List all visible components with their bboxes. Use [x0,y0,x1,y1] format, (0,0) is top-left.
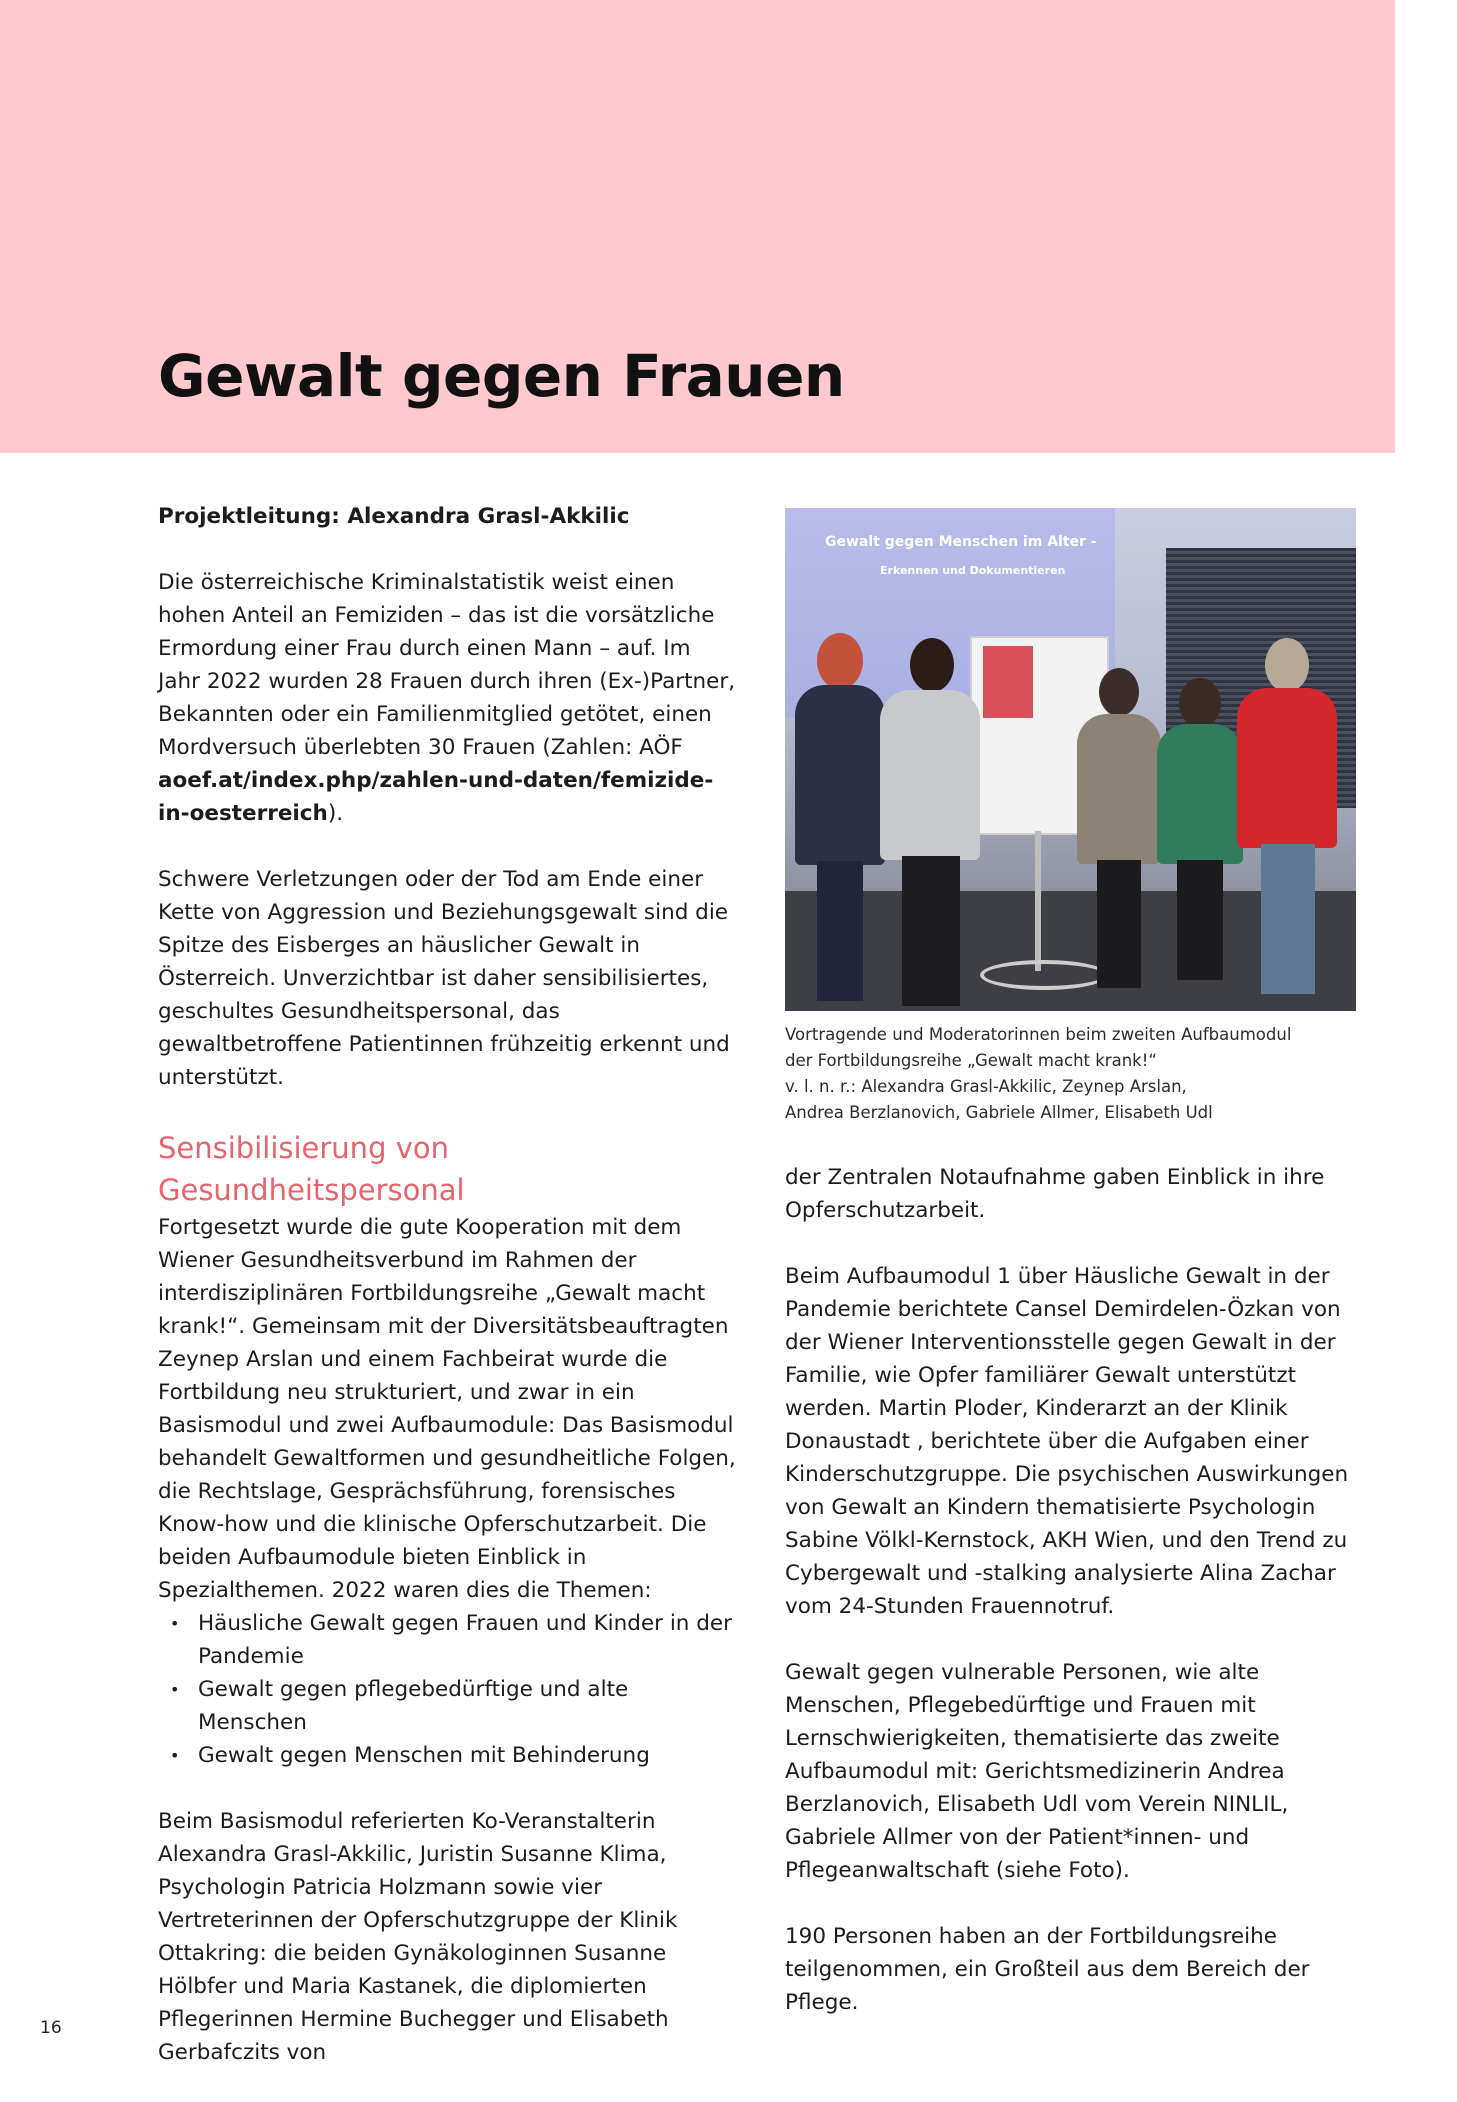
page-number: 16 [40,2018,62,2038]
caption-line: der Fortbildungsreihe „Gewalt macht krank!“ [785,1051,1157,1070]
paragraph-aufbaumodul-2: Gewalt gegen vulnerable Personen, wie alte Menschen, Pflegebedürftige und Frauen mit Lernschwierigkeiten, thematisierte das zweite Aufbaumodul mit: Gerichtsmedizinerin Andrea Berzlanovich, Elisabeth Udl vom Verein NINLIL, Gabriele Allmer von der Patient*innen- und Pflegeanwaltschaft (siehe Foto). [785,1660,1289,1883]
paragraph-violence: Schwere Verletzungen oder der Tod am Ende einer Kette von Aggression und Beziehungsgewalt sind die Spitze des Eisberges an häuslicher Gewalt in Österreich. Unverzichtbar ist daher sensibilisiertes, geschultes Gesundheitspersonal, das gewaltbetroffene Patientinnen frühzeitig erkennt und unterstützt. [158,867,730,1090]
screen-subtitle: Erkennen und Dokumentieren [880,564,1066,577]
paragraph-participants: 190 Personen haben an der Fortbildungsreihe teilgenommen, ein Großteil aus dem Bereich der Pflege. [785,1924,1310,2015]
right-column [785,1161,1365,2052]
group-photo [785,508,1356,1011]
paragraph-cooperation: Fortgesetzt wurde die gute Kooperation mit dem Wiener Gesundheitsverbund im Rahmen der interdisziplinären Fortbildungsreihe „Gewalt macht krank!“. Gemeinsam mit der Diversitätsbeauftragten Zeynep Arslan und einem Fachbeirat wurde die Fortbildung neu strukturiert, und zwar in ein Basismodul und zwei Aufbaumodule: Das Basismodul behandelt Gewaltformen und gesundheitliche Folgen, die Rechtslage, Gesprächsführung, forensisches Know-how und die klinische Opferschutzarbeit. Die beiden Aufbaumodule bieten Einblick in Spezialthemen. 2022 waren dies die Themen: [158,1215,736,1603]
project-lead: Projektleitung: Alexandra Grasl-Akkilic [158,504,630,529]
screen-title: Gewalt gegen Menschen im Alter - [825,534,1097,550]
paragraph-aufbaumodul-1: Beim Aufbaumodul 1 über Häusliche Gewalt in der Pandemie berichtete Cansel Demirdelen-Özkan von der Wiener Interventionsstelle gegen Gewalt in der Familie, wie Opfer familiärer Gewalt unterstützt werden. Martin Ploder, Kinderarzt an der Klinik Donaustadt , berichtete über die Aufgaben einer Kinderschutzgruppe. Die psychischen Auswirkungen von Gewalt an Kindern thematisierte Psychologin Sabine Völkl-Kernstock, AKH Wien, und den Trend zu Cybergewalt und -stalking analysierte Alina Zachar vom 24-Stunden Frauennotruf. [785,1264,1349,1619]
paragraph-femicide [158,566,738,830]
section-heading: Sensibilisierung von Gesundheitspersonal [158,1131,465,1207]
paragraph-basismodul: Beim Basismodul referierten Ko-Veranstalterin Alexandra Grasl-Akkilic, Juristin Susanne Klima, Psychologin Patricia Holzmann sowie vier Vertreterinnen der Opferschutzgruppe der Klinik Ottakring: die beiden Gynäkologinnen Susanne Hölbfer und Maria Kastanek, die diplomierten Pflegerinnen Hermine Buchegger und Elisabeth Gerbafczits von [158,1809,678,2065]
page-title: Gewalt gegen Frauen [158,342,845,410]
list-item: • Gewalt gegen Menschen mit Behinderung [158,1739,738,1772]
caption-line: Andrea Berzlanovich, Gabriele Allmer, Elisabeth Udl [785,1103,1213,1122]
left-column [158,500,738,2102]
flipchart-base [980,960,1108,990]
caption-line: v. l. n. r.: Alexandra Grasl-Akkilic, Zeynep Arslan, [785,1077,1187,1096]
topics-list [158,1607,738,1772]
flipchart-stand [1035,831,1041,971]
paragraph-femicide-text: Die österreichische Kriminalstatistik weist einen hohen Anteil an Femiziden – das ist die vorsätzliche Ermordung einer Frau durch einen Mann – auf. Im Jahr 2022 wurden 28 Frauen durch ihren (Ex-)Partner, Bekannten oder ein Familienmitglied getötet, einen Mordversuch überlebten 30 Frauen (Zahlen: AÖF [158,570,736,760]
photo-caption [785,1022,1365,1126]
poster [983,646,1033,718]
source-link[interactable]: aoef.at/index.php/zahlen-und-daten/femizide-in-oesterreich [158,768,714,826]
paragraph-notaufnahme: der Zentralen Notaufnahme gaben Einblick in ihre Opferschutzarbeit. [785,1165,1325,1223]
list-item: • Gewalt gegen pflegebedürftige und alte Menschen [158,1673,738,1739]
list-item: • Häusliche Gewalt gegen Frauen und Kinder in der Pandemie [158,1607,738,1673]
caption-line: Vortragende und Moderatorinnen beim zweiten Aufbaumodul [785,1025,1292,1044]
paragraph-femicide-end: ). [327,801,344,826]
